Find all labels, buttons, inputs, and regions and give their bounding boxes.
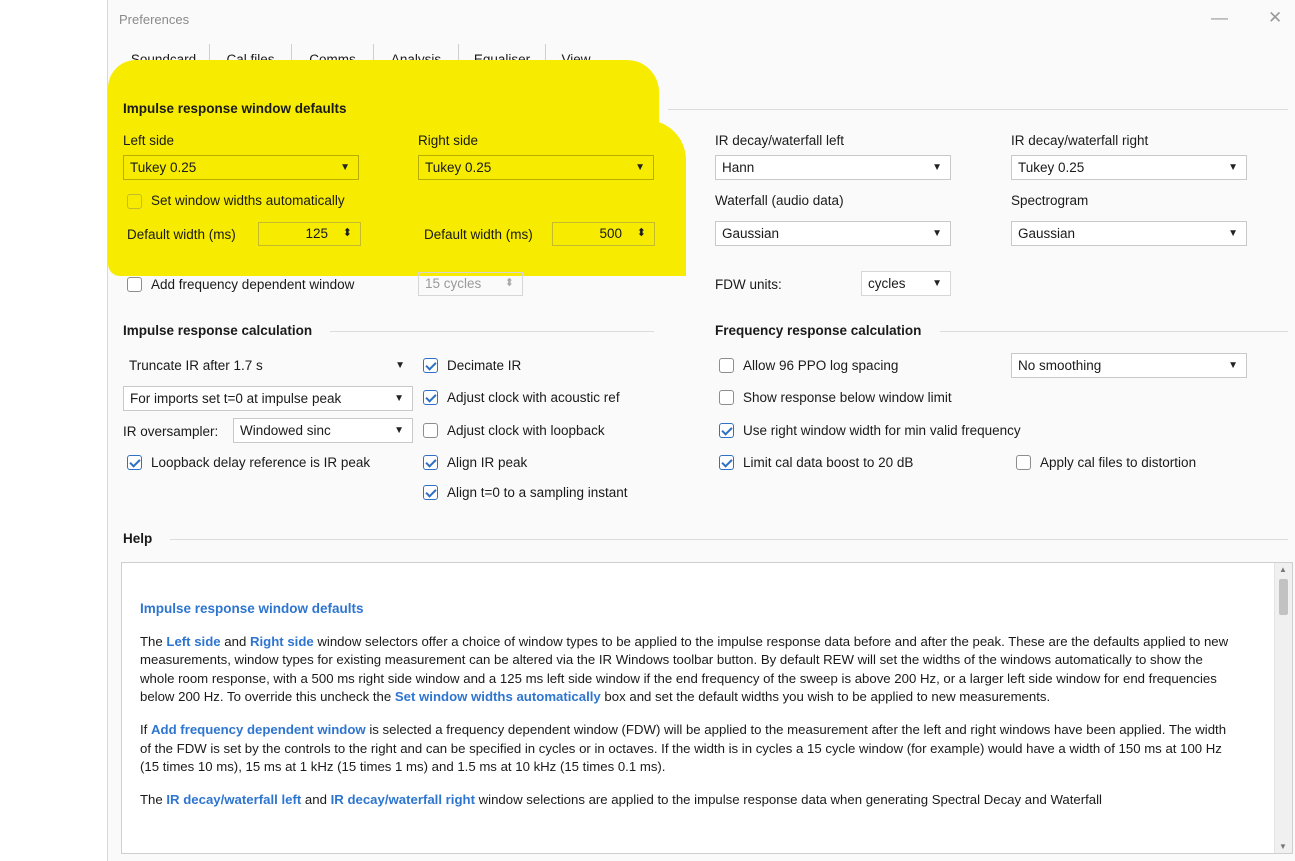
decimate-checkbox[interactable] [423, 358, 438, 373]
fr-calc-section-title: Frequency response calculation [715, 323, 922, 338]
waterfall-label: Waterfall (audio data) [715, 193, 844, 208]
truncate-select[interactable]: Truncate IR after 1.7 s ▼ [123, 354, 413, 379]
chevron-down-icon: ▼ [932, 228, 942, 239]
ir-calc-section-title: Impulse response calculation [123, 323, 313, 338]
smoothing-select[interactable]: No smoothing ▼ [1011, 353, 1247, 378]
show-below-label: Show response below window limit [743, 390, 952, 405]
loopback-peak-checkbox[interactable] [127, 455, 142, 470]
apply-cal-distortion-checkbox[interactable] [1016, 455, 1031, 470]
help-heading: Impulse response window defaults [140, 601, 364, 616]
fdw-units-select[interactable]: cycles ▼ [861, 271, 951, 296]
help-paragraph: The Left side and Right side window selectors offer a choice of window types to be applied to the impulse response data before and after the peak. These are the defaults applied to new measurements, window types for existing measurement can be altered via the IR Windows toolbar button. By default REW will set the widths of the windows automatically to show the whole room response, with a 500 ms right side window and a 125 ms left side window if the end frequency of the sweep is above 200 Hz, or a larger left side window for end frequencies below 200 Hz. To override this uncheck the Set window widths automatically box and set the default widths you wish to be applied to new measurements. [140, 633, 1229, 705]
show-below-checkbox[interactable] [719, 390, 734, 405]
fdw-checkbox[interactable] [127, 277, 142, 292]
left-side-label: Left side [123, 133, 175, 148]
minimize-button[interactable]: — [1211, 8, 1228, 27]
help-paragraph: If Add frequency dependent window is selected a frequency dependent window (FDW) will be applied to the measurement after the left and right windows have been applied. The width of the FDW is set by the controls to the right and can be specified in cycles or in octaves. If the width is in cycles a 15 cycle window (for example) would have a width of 150 ms at 100 Hz (15 times 10 ms), 15 ms at 1 kHz (15 times 1 ms) and 1.5 ms at 10 kHz (15 times 0.1 ms). [140, 721, 1227, 775]
apply-cal-distortion-label: Apply cal files to distortion [1040, 455, 1197, 470]
loopback-peak-label: Loopback delay reference is IR peak [151, 455, 371, 470]
right-width-label: Default width (ms) [424, 227, 533, 242]
close-button[interactable]: ✕ [1268, 8, 1283, 27]
right-width-spinner[interactable]: 500 ⬍ [552, 222, 655, 246]
clock-loopback-label: Adjust clock with loopback [447, 423, 605, 438]
left-width-spinner[interactable]: 125 ⬍ [258, 222, 361, 246]
decay-left-select[interactable]: Hann ▼ [715, 155, 951, 180]
right-side-select[interactable]: Tukey 0.25 ▼ [418, 155, 654, 180]
limit-boost-label: Limit cal data boost to 20 dB [743, 455, 914, 470]
section-divider [330, 331, 654, 332]
scroll-up-icon[interactable]: ▲ [1279, 565, 1287, 574]
spinner-arrows-icon: ⬍ [504, 277, 514, 289]
chevron-down-icon: ▼ [340, 162, 350, 173]
help-link[interactable]: IR decay/waterfall left [166, 791, 302, 807]
spinner-arrows-icon[interactable]: ⬍ [342, 227, 352, 239]
align-t0-checkbox[interactable] [423, 485, 438, 500]
waterfall-select[interactable]: Gaussian ▼ [715, 221, 951, 246]
ppo-checkbox[interactable] [719, 358, 734, 373]
section-divider [940, 331, 1288, 332]
preferences-window [107, 0, 1295, 861]
ppo-label: Allow 96 PPO log spacing [743, 358, 899, 373]
window-title: Preferences [119, 12, 190, 27]
help-link[interactable]: Add frequency dependent window [151, 721, 366, 737]
limit-boost-checkbox[interactable] [719, 455, 734, 470]
decay-left-label: IR decay/waterfall left [715, 133, 845, 148]
section-divider [170, 539, 1288, 540]
fdw-units-label: FDW units: [715, 277, 782, 292]
section-divider [668, 109, 1288, 110]
chevron-down-icon: ▼ [395, 360, 405, 371]
auto-widths-label: Set window widths automatically [151, 193, 345, 208]
scrollbar-thumb[interactable] [1279, 579, 1288, 615]
help-paragraph: The IR decay/waterfall left and IR decay/waterfall right window selections are applied to the impulse response data when generating Spectral Decay and Waterfall [140, 791, 1102, 807]
scroll-down-icon[interactable]: ▼ [1279, 842, 1287, 851]
spectrogram-select[interactable]: Gaussian ▼ [1011, 221, 1247, 246]
decay-right-label: IR decay/waterfall right [1011, 133, 1149, 148]
align-t0-label: Align t=0 to a sampling instant [447, 485, 628, 500]
help-link[interactable]: Right side [249, 633, 314, 649]
chevron-down-icon: ▼ [635, 162, 645, 173]
ir-window-section-title: Impulse response window defaults [123, 101, 347, 116]
right-side-label: Right side [418, 133, 479, 148]
clock-loopback-checkbox[interactable] [423, 423, 438, 438]
help-content [140, 600, 1235, 823]
align-peak-label: Align IR peak [447, 455, 528, 470]
spectrogram-label: Spectrogram [1011, 193, 1089, 208]
fdw-label: Add frequency dependent window [151, 277, 355, 292]
right-width-min-freq-label: Use right window width for min valid frequency [743, 423, 1021, 438]
acoustic-ref-checkbox[interactable] [423, 390, 438, 405]
spinner-arrows-icon[interactable]: ⬍ [636, 227, 646, 239]
chevron-down-icon: ▼ [394, 425, 404, 436]
left-side-select[interactable]: Tukey 0.25 ▼ [123, 155, 359, 180]
fdw-cycles-spinner[interactable]: 15 cycles ⬍ [418, 272, 523, 296]
help-scrollbar[interactable] [1274, 563, 1292, 853]
right-width-min-freq-checkbox[interactable] [719, 423, 734, 438]
chevron-down-icon: ▼ [1228, 360, 1238, 371]
help-link[interactable]: Left side [166, 633, 221, 649]
chevron-down-icon: ▼ [1228, 228, 1238, 239]
align-peak-checkbox[interactable] [423, 455, 438, 470]
oversampler-select[interactable]: Windowed sinc ▼ [233, 418, 413, 443]
oversampler-label: IR oversampler: [123, 424, 219, 439]
left-width-label: Default width (ms) [127, 227, 236, 242]
chevron-down-icon: ▼ [932, 278, 942, 289]
help-link[interactable]: IR decay/waterfall right [330, 791, 475, 807]
auto-widths-checkbox[interactable] [127, 194, 142, 209]
chevron-down-icon: ▼ [394, 393, 404, 404]
help-section-title: Help [123, 531, 153, 546]
help-link[interactable]: Set window widths automatically [394, 689, 601, 705]
acoustic-ref-label: Adjust clock with acoustic ref [447, 390, 620, 405]
help-panel[interactable] [121, 562, 1293, 854]
decimate-label: Decimate IR [447, 358, 522, 373]
imports-select[interactable]: For imports set t=0 at impulse peak ▼ [123, 386, 413, 411]
chevron-down-icon: ▼ [932, 162, 942, 173]
decay-right-select[interactable]: Tukey 0.25 ▼ [1011, 155, 1247, 180]
chevron-down-icon: ▼ [1228, 162, 1238, 173]
